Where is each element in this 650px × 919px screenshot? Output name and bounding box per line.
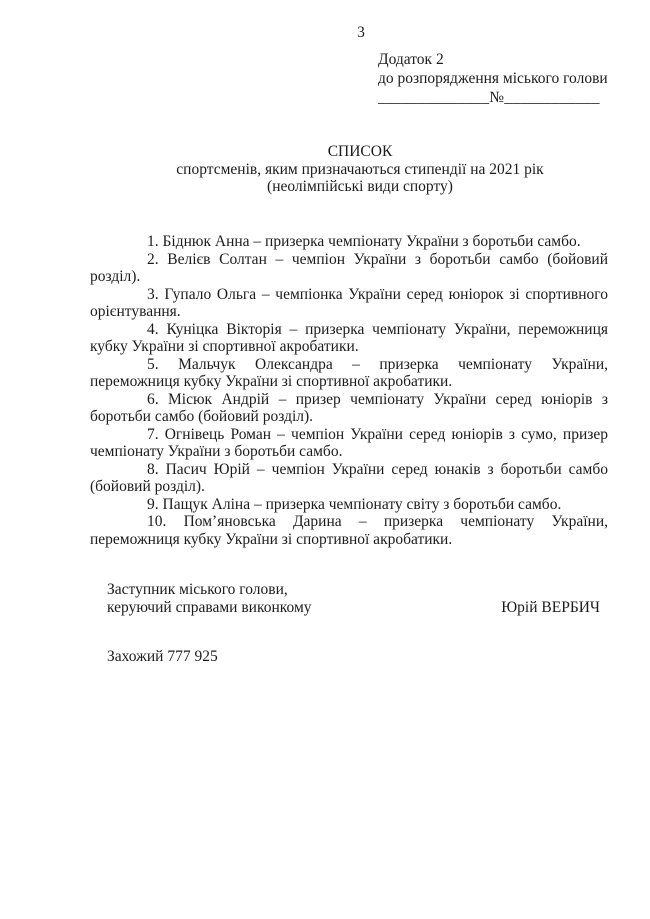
signatory-position-line1: Заступник міського голови, — [107, 581, 288, 598]
title-heading: СПИСОК — [327, 143, 393, 160]
executor-note: Захожий 777 925 — [107, 648, 218, 665]
signatory-position — [107, 581, 312, 616]
list-item: 7. Огнівець Роман – чемпіон України серед юніорів з сумо, призер чемпіонату України з боротьби самбо. — [90, 425, 608, 460]
title-subtitle: спортсменів, яким призначаються стипендії на 2021 рік — [176, 160, 544, 178]
list-item: 10. Пом’яновська Дарина – призерка чемпіонату України, переможниця кубку України зі спортивної акробатики. — [90, 513, 608, 548]
appendix-label: Додаток 2 — [378, 51, 444, 68]
signatory-name: Юрій ВЕРБИЧ — [501, 598, 600, 616]
order-reference-line: до розпорядження міського голови — [378, 69, 608, 87]
list-item: 8. Пасич Юрій – чемпіон України серед юнаків з боротьби самбо (бойовий розділ). — [90, 460, 608, 495]
list-item: 5. Мальчук Олександра – призерка чемпіонату України, переможниця кубку України зі спортивної акробатики. — [90, 355, 608, 390]
appendix-header — [378, 51, 618, 107]
page-number: 3 — [357, 24, 365, 41]
list-item: 1. Біднюк Анна – призерка чемпіонату України з боротьби самбо. — [147, 233, 581, 250]
athletes-list — [90, 233, 608, 548]
list-item: 2. Велієв Солтан – чемпіон України з боротьби самбо (бойовий розділ). — [90, 250, 608, 285]
signatory-position-line2: керуючий справами виконкому — [107, 598, 312, 616]
list-item: 9. Пащук Аліна – призерка чемпіонату світу з боротьби самбо. — [147, 495, 562, 513]
title-note: (неолімпійські види спорту) — [267, 178, 453, 195]
signature-block — [107, 581, 600, 616]
list-item: 6. Місюк Андрій – призер чемпіонату України серед юніорів з боротьби самбо (бойовий розділ). — [90, 390, 608, 425]
list-item: 4. Куніцка Вікторія – призерка чемпіонату України, переможниця кубку України зі спортивної акробатики. — [90, 320, 608, 355]
document-title — [90, 143, 630, 196]
order-number-blank-line: ______________№____________ — [378, 88, 600, 106]
list-item: 3. Гупало Ольга – чемпіонка України серед юніорок зі спортивного орієнтування. — [90, 285, 608, 320]
